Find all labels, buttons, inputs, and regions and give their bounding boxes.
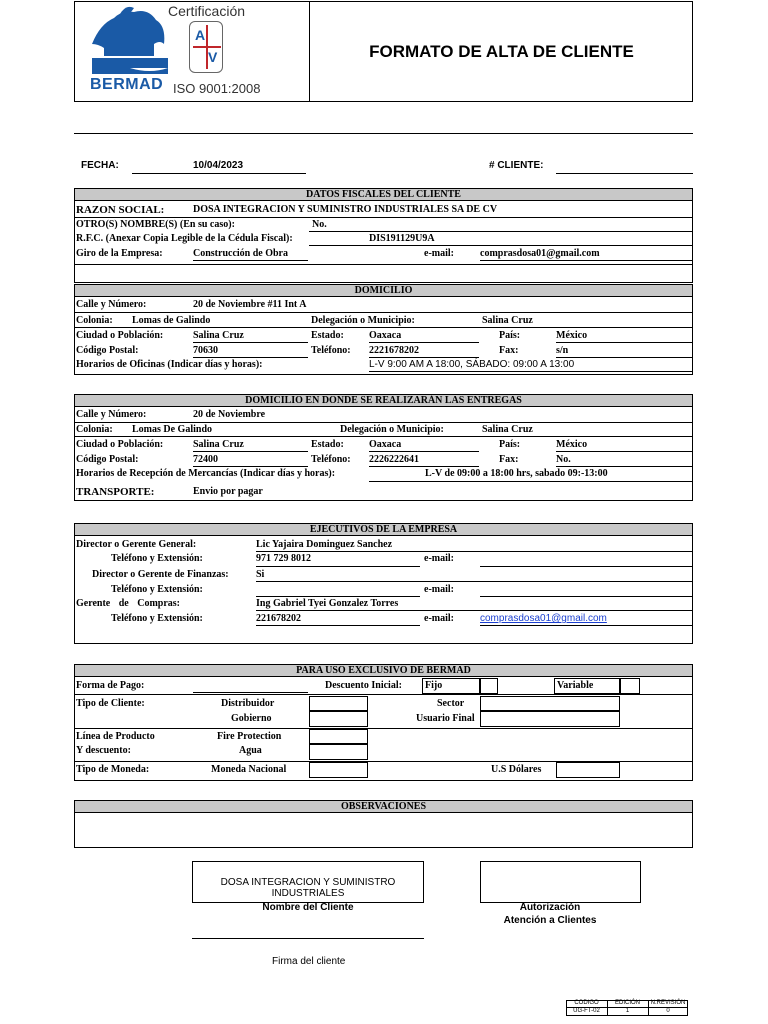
email3-link[interactable]: comprasdosa01@gmail.com bbox=[480, 613, 607, 624]
transporte-value[interactable]: Envio por pagar bbox=[193, 486, 263, 497]
distribuidor-label: Distribuidor bbox=[221, 698, 275, 709]
compras-label: Gerente de Compras: bbox=[76, 598, 181, 609]
domicilio-heading: DOMICILIO bbox=[74, 284, 693, 297]
autorizacion-label: Autorización bbox=[519, 902, 581, 913]
fiscal-heading: DATOS FISCALES DEL CLIENTE bbox=[74, 188, 693, 201]
atencion-label: Atención a Clientes bbox=[503, 915, 597, 926]
domicilio-calle-value[interactable]: 20 de Noviembre #11 Int A bbox=[193, 299, 307, 310]
gobierno-box[interactable] bbox=[309, 711, 368, 727]
tel2-underline bbox=[256, 596, 420, 597]
domicilio-deleg-label: Delegación o Municipio: bbox=[311, 315, 415, 326]
domicilio-colonia-label: Colonia: bbox=[76, 315, 113, 326]
otros-value[interactable]: No. bbox=[312, 219, 327, 230]
domicilio-tel-label: Teléfono: bbox=[311, 345, 351, 356]
entregas-pais-label: País: bbox=[499, 439, 521, 450]
entregas-colonia-label: Colonia: bbox=[76, 424, 113, 435]
entregas-estado-underline bbox=[369, 451, 479, 452]
nacional-box[interactable] bbox=[309, 762, 368, 778]
usuario-final-box[interactable] bbox=[480, 711, 620, 727]
entregas-cp-value[interactable]: 72400 bbox=[193, 454, 218, 465]
entregas-colonia-value[interactable]: Lomas De Galindo bbox=[132, 424, 213, 435]
fecha-underline bbox=[132, 173, 306, 174]
tel1-label: Teléfono y Extensión: bbox=[111, 553, 203, 564]
firma-label: Firma del cliente bbox=[272, 956, 346, 967]
finanzas-underline bbox=[256, 581, 693, 582]
agua-label: Agua bbox=[239, 745, 262, 756]
domicilio-horario-label: Horarios de Oficinas (Indicar días y horas): bbox=[76, 359, 263, 370]
domicilio-ciudad-underline bbox=[193, 342, 308, 343]
razon-label: RAZON SOCIAL: bbox=[76, 204, 165, 216]
entregas-fax-value[interactable]: No. bbox=[556, 454, 571, 465]
linea-label: Línea de Producto bbox=[76, 731, 155, 742]
footer-codigo-label: CODIGO bbox=[574, 1000, 599, 1006]
forma-pago-label: Forma de Pago: bbox=[76, 680, 145, 691]
variable-label: Variable bbox=[557, 680, 594, 691]
entregas-deleg-label: Delegación o Municipio: bbox=[340, 424, 444, 435]
nombre-cliente-label: Nombre del Cliente bbox=[262, 902, 354, 913]
domicilio-horario-underline bbox=[369, 371, 693, 372]
entregas-horario-value[interactable]: L-V de 09:00 a 18:00 hrs, sabado 09:-13:00 bbox=[425, 468, 608, 479]
domicilio-cp-value[interactable]: 70630 bbox=[193, 345, 218, 356]
director-value[interactable]: Lic Yajaira Dominguez Sanchez bbox=[256, 539, 393, 550]
rfc-label: R.F.C. (Anexar Copia Legible de la Cédula Fiscal): bbox=[76, 233, 293, 244]
domicilio-tel-value[interactable]: 2221678202 bbox=[369, 345, 419, 356]
entregas-cp-label: Código Postal: bbox=[76, 454, 139, 465]
domicilio-estado-underline bbox=[369, 342, 479, 343]
entregas-calle-underline bbox=[74, 422, 693, 423]
domicilio-estado-label: Estado: bbox=[311, 330, 344, 341]
entregas-tel-value[interactable]: 2226222641 bbox=[369, 454, 419, 465]
fijo-check-box[interactable] bbox=[480, 678, 498, 694]
bermad-row2-divider bbox=[74, 728, 693, 729]
fecha-label: FECHA: bbox=[81, 160, 119, 171]
giro-value[interactable]: Construcción de Obra bbox=[193, 248, 288, 259]
director-underline bbox=[256, 551, 693, 552]
domicilio-tel-underline bbox=[369, 357, 479, 358]
compras-value[interactable]: Ing Gabriel Tyei Gonzalez Torres bbox=[256, 598, 399, 609]
tel3-label: Teléfono y Extensión: bbox=[111, 613, 203, 624]
distribuidor-box[interactable] bbox=[309, 696, 368, 711]
entregas-heading: DOMICILIO EN DONDE SE REALIZARÁN LAS ENTREGAS bbox=[74, 394, 693, 407]
email3-label: e-mail: bbox=[424, 613, 454, 624]
domicilio-colonia-value[interactable]: Lomas de Galindo bbox=[132, 315, 211, 326]
observaciones-heading: OBSERVACIONES bbox=[74, 800, 693, 813]
otros-label: OTRO(S) NOMBRE(S) (En su caso): bbox=[76, 219, 235, 230]
iso-label: ISO 9001:2008 bbox=[173, 81, 261, 96]
fire-label: Fire Protection bbox=[217, 731, 282, 742]
domicilio-calle-label: Calle y Número: bbox=[76, 299, 147, 310]
separator-line bbox=[74, 133, 693, 134]
footer-edicion-label: EDICIÓN bbox=[614, 1000, 640, 1006]
descuento2-label: Y descuento: bbox=[76, 745, 131, 756]
entregas-ciudad-value[interactable]: Salina Cruz bbox=[193, 439, 244, 450]
domicilio-colonia-underline bbox=[74, 327, 693, 328]
giro-label: Giro de la Empresa: bbox=[76, 248, 163, 259]
domicilio-ciudad-label: Ciudad o Población: bbox=[76, 330, 164, 341]
domicilio-cp-underline bbox=[193, 357, 308, 358]
domicilio-deleg-value[interactable]: Salina Cruz bbox=[482, 315, 533, 326]
tel2-label: Teléfono y Extensión: bbox=[111, 584, 203, 595]
cliente-underline[interactable] bbox=[556, 173, 693, 174]
nacional-label: Moneda Nacional bbox=[211, 764, 287, 775]
footer-revision-value: 0 bbox=[666, 1008, 670, 1014]
transporte-label: TRANSPORTE: bbox=[76, 486, 155, 498]
domicilio-estado-value[interactable]: Oaxaca bbox=[369, 330, 402, 341]
footer-codigo-value: UG-FT-02 bbox=[573, 1008, 600, 1014]
domicilio-calle-underline bbox=[74, 312, 693, 313]
rfc-value[interactable]: DIS191129U9A bbox=[369, 233, 435, 244]
certification-seal bbox=[189, 21, 223, 73]
email2-underline bbox=[480, 596, 693, 597]
sector-label: Sector bbox=[437, 698, 465, 709]
certification-label: Certificación bbox=[168, 3, 246, 19]
fiscal-row-divider bbox=[74, 264, 693, 265]
finanzas-label: Director o Gerente de Finanzas: bbox=[92, 569, 229, 580]
otros-underline bbox=[309, 231, 693, 232]
tel3-underline bbox=[256, 625, 420, 626]
variable-check-box[interactable] bbox=[620, 678, 640, 694]
razon-underline bbox=[74, 217, 693, 218]
moneda-label: Tipo de Moneda: bbox=[76, 764, 150, 775]
bermad-row1-divider bbox=[74, 694, 693, 695]
director-label: Director o Gerente General: bbox=[76, 539, 197, 550]
entregas-tel-label: Teléfono: bbox=[311, 454, 351, 465]
domicilio-fax-value[interactable]: s/n bbox=[556, 345, 569, 356]
entregas-tel-underline bbox=[369, 466, 479, 467]
entregas-calle-value[interactable]: 20 de Noviembre bbox=[193, 409, 266, 420]
finanzas-value[interactable]: Si bbox=[256, 569, 265, 580]
entregas-estado-label: Estado: bbox=[311, 439, 344, 450]
seal-letter-a: A bbox=[195, 27, 206, 43]
dolares-label: U.S Dólares bbox=[491, 764, 542, 775]
sector-box[interactable] bbox=[480, 696, 620, 711]
fecha-value[interactable]: 10/04/2023 bbox=[193, 160, 244, 171]
fiscal-email-label: e-mail: bbox=[424, 248, 454, 259]
autorizacion-box[interactable] bbox=[480, 861, 641, 903]
tel3-value[interactable]: 221678202 bbox=[256, 613, 301, 624]
fiscal-email-value[interactable]: comprasdosa01@gmail.com bbox=[480, 248, 600, 259]
email2-label: e-mail: bbox=[424, 584, 454, 595]
seal-cross-horizontal bbox=[193, 46, 221, 48]
entregas-estado-value[interactable]: Oaxaca bbox=[369, 439, 402, 450]
tel1-underline bbox=[256, 566, 420, 567]
usuario-final-label: Usuario Final bbox=[416, 713, 475, 724]
tipo-cliente-label: Tipo de Cliente: bbox=[76, 698, 145, 709]
entregas-cp-underline bbox=[193, 466, 308, 467]
fire-box[interactable] bbox=[309, 729, 368, 744]
bermad-heading: PARA USO EXCLUSIVO DE BERMAD bbox=[74, 664, 693, 677]
domicilio-ciudad-value[interactable]: Salina Cruz bbox=[193, 330, 244, 341]
cliente-name-value: DOSA INTEGRACION Y SUMINISTRO INDUSTRIALES bbox=[220, 877, 396, 899]
gobierno-label: Gobierno bbox=[231, 713, 272, 724]
domicilio-fax-underline bbox=[556, 357, 693, 358]
dolares-box[interactable] bbox=[556, 762, 620, 778]
entregas-horario-label: Horarios de Recepción de Mercancías (Indicar días y horas): bbox=[76, 468, 336, 479]
tel1-value[interactable]: 971 729 8012 bbox=[256, 553, 311, 564]
domicilio-pais-value[interactable]: México bbox=[556, 330, 588, 341]
compras-underline bbox=[256, 610, 693, 611]
email3-underline bbox=[480, 625, 693, 626]
entregas-deleg-value[interactable]: Salina Cruz bbox=[482, 424, 533, 435]
forma-pago-underline[interactable] bbox=[193, 692, 308, 693]
seal-letter-v: V bbox=[208, 49, 218, 65]
domicilio-pais-label: País: bbox=[499, 330, 521, 341]
domicilio-pais-underline bbox=[556, 342, 693, 343]
entregas-pais-underline bbox=[556, 451, 693, 452]
fijo-label: Fijo bbox=[425, 680, 443, 691]
entregas-ciudad-label: Ciudad o Población: bbox=[76, 439, 164, 450]
email1-label: e-mail: bbox=[424, 553, 454, 564]
entregas-fax-label: Fax: bbox=[499, 454, 519, 465]
giro-underline bbox=[193, 260, 308, 261]
agua-box[interactable] bbox=[309, 744, 368, 760]
razon-value[interactable]: DOSA INTEGRACION Y SUMINISTRO INDUSTRIALES SA DE CV bbox=[193, 204, 498, 215]
footer-edicion-value: 1 bbox=[625, 1008, 630, 1014]
rfc-underline bbox=[309, 245, 693, 246]
domicilio-horario-value[interactable]: L-V 9:00 AM A 18:00, SÁBADO: 09:00 A 13:00 bbox=[369, 359, 575, 370]
domicilio-fax-label: Fax: bbox=[499, 345, 519, 356]
domicilio-cp-label: Código Postal: bbox=[76, 345, 139, 356]
email1-underline bbox=[480, 566, 693, 567]
firma-line[interactable] bbox=[192, 938, 424, 939]
entregas-fax-underline bbox=[556, 466, 693, 467]
entregas-calle-label: Calle y Número: bbox=[76, 409, 147, 420]
entregas-colonia-underline bbox=[74, 436, 693, 437]
entregas-ciudad-underline bbox=[193, 451, 308, 452]
fiscal-email-underline bbox=[480, 260, 693, 261]
descuento-label: Descuento Inicial: bbox=[325, 680, 402, 691]
page-title: FORMATO DE ALTA DE CLIENTE bbox=[369, 42, 634, 61]
entregas-pais-value[interactable]: México bbox=[556, 439, 588, 450]
entregas-horario-underline bbox=[369, 481, 693, 482]
cliente-label: # CLIENTE: bbox=[489, 160, 544, 171]
brand-name: BERMAD bbox=[90, 76, 164, 93]
ejecutivos-heading: EJECUTIVOS DE LA EMPRESA bbox=[74, 523, 693, 536]
footer-revision-label: N.REVISIÓN bbox=[650, 1000, 686, 1006]
